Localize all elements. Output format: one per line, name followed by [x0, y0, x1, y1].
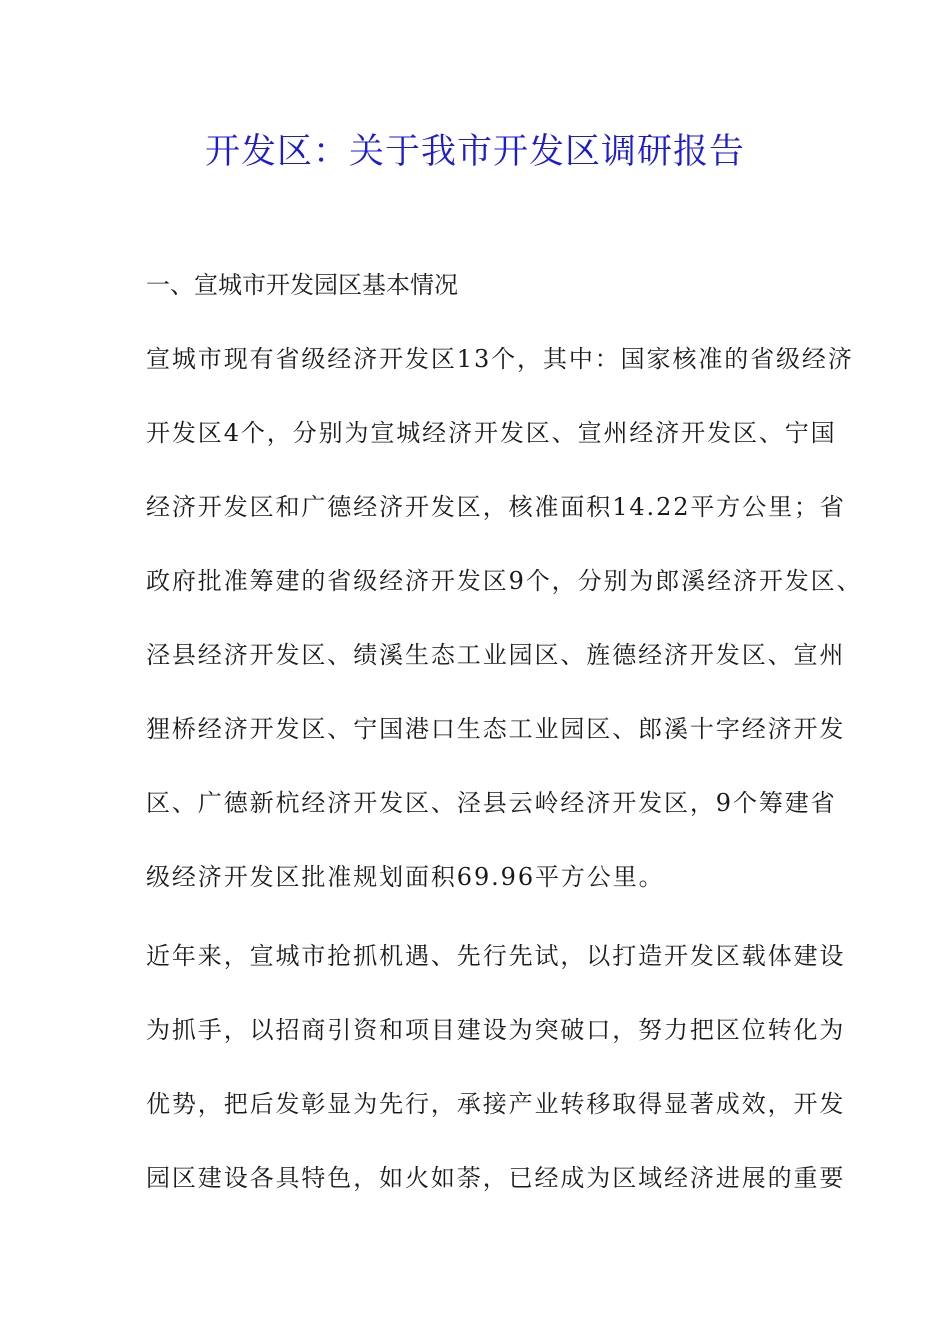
paragraph-line: 泾县经济开发区、绩溪生态工业园区、旌德经济开发区、宣州: [146, 641, 846, 669]
paragraph-line: 优势，把后发彰显为先行，承接产业转移取得显著成效，开发: [146, 1090, 846, 1118]
paragraph-line: 宣城市现有省级经济开发区13个，其中：国家核准的省级经济: [146, 345, 854, 373]
paragraph-line: 经济开发区和广德经济开发区，核准面积14.22平方公里；省: [146, 493, 846, 521]
paragraph-2: [146, 938, 846, 1234]
document-title: 开发区：关于我市开发区调研报告: [204, 132, 745, 172]
paragraph-1: [146, 341, 863, 933]
paragraph-line: 区、广德新杭经济开发区、泾县云岭经济开发区，9个筹建省: [146, 789, 837, 817]
paragraph-line: 近年来，宣城市抢抓机遇、先行先试，以打造开发区载体建设: [146, 942, 846, 970]
paragraph-line: 园区建设各具特色，如火如荼，已经成为区域经济进展的重要: [146, 1164, 846, 1192]
section-heading: 一、宣城市开发园区基本情况: [146, 271, 458, 299]
paragraph-line: 狸桥经济开发区、宁国港口生态工业园区、郎溪十字经济开发: [146, 715, 846, 743]
paragraph-line: 为抓手，以招商引资和项目建设为突破口，努力把区位转化为: [146, 1016, 846, 1044]
paragraph-line: 政府批准筹建的省级经济开发区9个，分别为郎溪经济开发区、: [146, 567, 863, 595]
paragraph-line: 开发区4个，分别为宣城经济开发区、宣州经济开发区、宁国: [146, 419, 837, 447]
paragraph-line: 级经济开发区批准规划面积69.96平方公里。: [146, 863, 665, 891]
